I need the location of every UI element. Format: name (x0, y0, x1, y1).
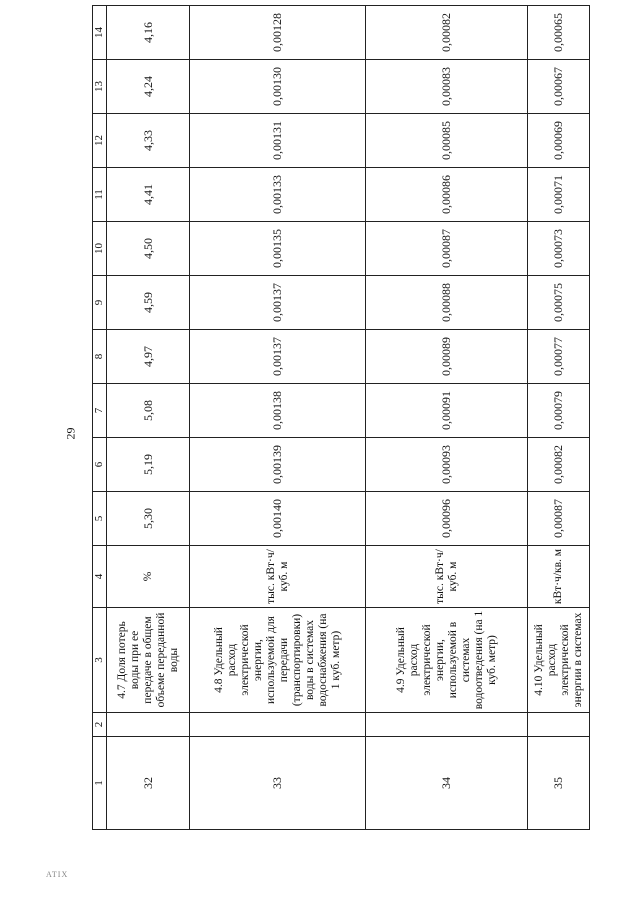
row-value: 0,00077 (528, 330, 590, 384)
margin-mark: ATIX (46, 870, 69, 879)
row-value: 4,41 (107, 168, 190, 222)
row-value: 0,00087 (528, 492, 590, 546)
row-value: 0,00089 (366, 330, 528, 384)
row-value: 0,00082 (366, 6, 528, 60)
row-value: 0,00093 (366, 438, 528, 492)
column-header: 12 (93, 114, 107, 168)
column-header: 9 (93, 276, 107, 330)
row-value: 4,33 (107, 114, 190, 168)
table-row (190, 6, 366, 830)
row-value: 0,00139 (190, 438, 366, 492)
row-value: 0,00131 (190, 114, 366, 168)
row-number: 35 (528, 737, 590, 830)
table-row (107, 6, 190, 830)
row-unit: тыс. кВт·ч/куб. м (190, 546, 366, 608)
row-col2 (528, 713, 590, 737)
row-value: 0,00071 (528, 168, 590, 222)
row-value: 0,00128 (190, 6, 366, 60)
column-header: 8 (93, 330, 107, 384)
row-col2 (190, 713, 366, 737)
row-description: 4.10 Удельный расход электрической энергии в системах (528, 608, 590, 713)
row-value: 0,00138 (190, 384, 366, 438)
row-value: 0,00091 (366, 384, 528, 438)
row-value: 0,00096 (366, 492, 528, 546)
row-unit: % (107, 546, 190, 608)
row-value: 0,00082 (528, 438, 590, 492)
data-table (92, 5, 590, 830)
row-value: 0,00075 (528, 276, 590, 330)
row-value: 0,00133 (190, 168, 366, 222)
row-value: 0,00067 (528, 60, 590, 114)
column-header: 2 (93, 713, 107, 737)
row-value: 0,00140 (190, 492, 366, 546)
row-value: 5,08 (107, 384, 190, 438)
column-header: 6 (93, 438, 107, 492)
column-header: 10 (93, 222, 107, 276)
row-description: 4.9 Удельный расход электрической энергии, используемой в системах водоотведения (на 1 куб. метр) (366, 608, 528, 713)
row-value: 4,50 (107, 222, 190, 276)
row-description: 4.8 Удельный расход электрической энергии, используемой для передачи (транспортировки) воды в системах водоснабжения (на 1 куб. метр) (190, 608, 366, 713)
column-header: 13 (93, 60, 107, 114)
row-value: 0,00137 (190, 276, 366, 330)
row-unit: кВт·ч/кв. м (528, 546, 590, 608)
column-header: 5 (93, 492, 107, 546)
row-value: 4,24 (107, 60, 190, 114)
row-value: 0,00135 (190, 222, 366, 276)
row-value: 0,00086 (366, 168, 528, 222)
rotated-table-container (92, 13, 588, 830)
column-header: 14 (93, 6, 107, 60)
header-row (93, 6, 107, 830)
column-header: 7 (93, 384, 107, 438)
table-row (528, 6, 590, 830)
row-value: 0,00087 (366, 222, 528, 276)
row-value: 4,59 (107, 276, 190, 330)
row-col2 (366, 713, 528, 737)
row-value: 0,00069 (528, 114, 590, 168)
row-number: 32 (107, 737, 190, 830)
row-unit: тыс. кВт·ч/куб. м (366, 546, 528, 608)
row-value: 0,00079 (528, 384, 590, 438)
row-value: 0,00130 (190, 60, 366, 114)
column-header: 3 (93, 608, 107, 713)
row-value: 0,00085 (366, 114, 528, 168)
row-description: 4.7 Доля потерь воды при ее передаче в общем объеме переданной воды (107, 608, 190, 713)
column-header: 4 (93, 546, 107, 608)
row-number: 34 (366, 737, 528, 830)
column-header: 11 (93, 168, 107, 222)
row-value: 5,30 (107, 492, 190, 546)
row-value: 0,00065 (528, 6, 590, 60)
row-number: 33 (190, 737, 366, 830)
page-number: 29 (63, 427, 78, 440)
row-value: 0,00083 (366, 60, 528, 114)
row-value: 0,00073 (528, 222, 590, 276)
row-value: 4,16 (107, 6, 190, 60)
row-value: 5,19 (107, 438, 190, 492)
row-col2 (107, 713, 190, 737)
row-value: 4,97 (107, 330, 190, 384)
column-header: 1 (93, 737, 107, 830)
row-value: 0,00088 (366, 276, 528, 330)
row-value: 0,00137 (190, 330, 366, 384)
table-row (366, 6, 528, 830)
